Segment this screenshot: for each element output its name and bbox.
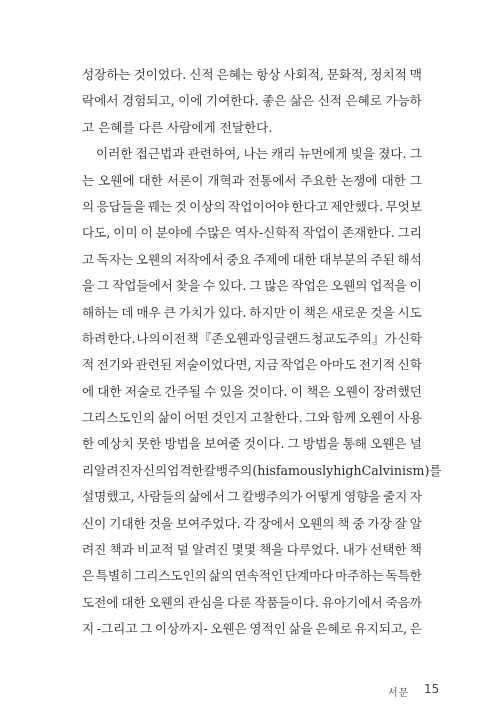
word: 대한 xyxy=(121,594,146,610)
word: 장려했던 xyxy=(373,383,422,399)
word: 유지되고, xyxy=(354,621,408,637)
word: 있을 xyxy=(219,383,244,399)
word: 잉글랜드 xyxy=(261,330,311,346)
word: 가능하 xyxy=(385,93,422,109)
word: 이 xyxy=(409,278,422,294)
text-line xyxy=(82,194,422,220)
word: famously xyxy=(275,462,334,478)
text-line xyxy=(82,484,422,510)
word: 알려진 xyxy=(192,542,229,558)
word: 장에서 xyxy=(258,515,296,531)
word: 중 xyxy=(352,515,365,531)
text-line xyxy=(82,273,422,299)
word: 이미 xyxy=(113,225,138,241)
word: 것을 xyxy=(148,515,173,531)
word: 못한 xyxy=(137,436,162,452)
word: 죽음까 xyxy=(385,594,422,610)
word: 작품들이다. xyxy=(254,594,320,610)
text-line xyxy=(82,115,422,141)
word: 이에 xyxy=(178,93,203,109)
text-line xyxy=(82,326,422,352)
text-line xyxy=(82,511,422,537)
text-line xyxy=(82,62,422,88)
word: 다도, xyxy=(82,225,111,241)
word: 전기적 xyxy=(358,357,396,373)
word: 관련하여, xyxy=(187,146,241,162)
word: 저술이었다면, xyxy=(174,357,252,373)
word: 그 xyxy=(409,172,422,188)
word: 역사-신학적 xyxy=(234,225,300,241)
word: 칼뱅주의(his xyxy=(203,462,276,478)
word: 수 xyxy=(203,278,216,294)
word: 경험되고, xyxy=(121,93,175,109)
word: 관심을 xyxy=(187,594,225,610)
word: 보여줄 xyxy=(204,436,241,452)
word: 그 xyxy=(140,621,153,637)
text-line xyxy=(82,247,422,273)
word: 주된 xyxy=(370,251,395,267)
word: 이전 xyxy=(161,330,186,346)
word: 제안했다. xyxy=(330,198,384,214)
word: 락에서 xyxy=(82,93,119,109)
word: 독특한 xyxy=(385,568,422,584)
word: 지금 xyxy=(253,357,279,373)
word: 저작에서 xyxy=(175,251,224,267)
word: 각 xyxy=(243,515,256,531)
word: 주요한 xyxy=(300,172,337,188)
word: 이 xyxy=(140,225,153,241)
word: 가장 xyxy=(367,515,392,531)
word: 데 xyxy=(121,304,134,320)
word: 기대한 xyxy=(109,515,146,531)
word: 주제에 xyxy=(253,251,290,267)
text-line xyxy=(82,379,422,405)
word: 잘 xyxy=(394,515,407,531)
word: 다룬 xyxy=(227,594,252,610)
word: 것을 xyxy=(370,304,395,320)
word: 작업은 xyxy=(291,278,329,294)
word: 찾을 xyxy=(175,278,201,294)
word: 알려진 xyxy=(94,462,131,478)
word: 통해 xyxy=(342,436,367,452)
word: 유아기에서 xyxy=(321,594,383,610)
word: 것인지 xyxy=(211,410,248,426)
word: 오웬의 xyxy=(297,515,335,531)
text-line xyxy=(82,458,442,484)
word: 전통에서 xyxy=(247,172,297,188)
word: 응답들을 xyxy=(96,198,146,214)
page-footer xyxy=(380,682,462,700)
word: 대한 xyxy=(292,251,317,267)
word: 관련된 xyxy=(135,357,173,373)
word: 서론이 xyxy=(166,172,204,188)
word: 간주될 xyxy=(164,383,202,399)
text-line xyxy=(82,141,422,167)
word: 전기와 xyxy=(96,357,134,373)
word: 책 xyxy=(409,542,422,558)
word: 삶은 xyxy=(289,93,315,109)
text-line xyxy=(82,220,422,246)
word: 의 xyxy=(82,198,95,214)
word: 신학 xyxy=(397,330,422,346)
word: 어떤 xyxy=(184,410,209,426)
text-line xyxy=(82,352,422,378)
word: 작업들에서 xyxy=(112,278,173,294)
word: 오웬과 xyxy=(224,330,261,346)
word: 삶의 xyxy=(208,568,233,584)
word: 그 xyxy=(287,436,300,452)
word: 적 xyxy=(82,357,95,373)
word: 줄지 xyxy=(383,489,408,505)
word: 려진 xyxy=(82,542,107,558)
word: high xyxy=(333,462,362,478)
word: 책『존 xyxy=(186,330,224,346)
word: 대한 xyxy=(381,172,406,188)
word: 작업은 xyxy=(280,357,318,373)
word: 매우 xyxy=(136,304,161,320)
word: 문화적, xyxy=(326,67,368,82)
word: 방법을 xyxy=(302,436,340,452)
text-line xyxy=(82,431,422,457)
word: 그 xyxy=(249,278,262,294)
text-line xyxy=(82,88,422,114)
word: 보여주었다. xyxy=(175,515,241,531)
word: 논쟁에 xyxy=(340,172,378,188)
word: 칼뱅주의가 xyxy=(241,489,303,505)
word: 오웬의 xyxy=(330,278,368,294)
word: 큰 xyxy=(163,304,176,320)
word: 나는 xyxy=(243,146,268,162)
word: 설명했고, xyxy=(82,489,135,505)
text-line xyxy=(82,590,422,616)
word: 오웬의 xyxy=(135,251,173,267)
word: 비교적 xyxy=(137,542,174,558)
word: 있다. xyxy=(218,304,247,320)
word: 그리 xyxy=(397,225,422,241)
word: 내가 xyxy=(342,542,367,558)
word: 뉴먼에게 xyxy=(298,146,348,162)
word: 은혜로 xyxy=(315,621,352,637)
word: 아마도 xyxy=(319,357,357,373)
word: 방법을 xyxy=(164,436,202,452)
word: 나의 xyxy=(136,330,161,346)
word: 새로운 xyxy=(330,304,368,320)
word: 수많은 xyxy=(195,225,232,241)
word: 삶에서 xyxy=(188,489,225,505)
word: 삶이 xyxy=(157,410,182,426)
word: 신적 xyxy=(317,93,343,109)
word: 대부분의 xyxy=(319,251,368,267)
word: 독자는 xyxy=(96,251,134,267)
word: 은혜는 xyxy=(216,67,254,82)
word: 삶을 xyxy=(288,621,313,637)
word: 다루었다. xyxy=(286,542,340,558)
word: 하지만 xyxy=(249,304,286,320)
word: 접근법과 xyxy=(135,146,185,162)
word: 많은 xyxy=(264,278,289,294)
word: 이 xyxy=(290,383,303,399)
word: 오웬의 xyxy=(148,594,185,610)
word: 함께 xyxy=(331,410,357,426)
word: 그 xyxy=(409,146,422,162)
word: 그와 xyxy=(305,410,330,426)
word: 고찰한다. xyxy=(249,410,303,426)
word: 작업이 xyxy=(302,225,340,241)
word: 알 xyxy=(409,515,422,531)
word: 오웬이 xyxy=(333,383,371,399)
text-line xyxy=(82,168,422,194)
word: 해하는 xyxy=(82,304,119,320)
word: -그리고 xyxy=(96,621,138,637)
word: 단계마다 xyxy=(284,568,334,584)
word: 이러한 xyxy=(96,146,133,162)
word: Calvinism)를 xyxy=(361,462,442,478)
word: 은혜로 xyxy=(345,93,382,109)
word: 대한 xyxy=(97,383,122,399)
word: 것이었다. xyxy=(133,67,187,82)
word: 고 xyxy=(82,251,95,267)
word: 영적인 xyxy=(249,621,286,637)
word: 그리스도인의 xyxy=(133,568,207,584)
text-run: 고 은혜를 다른 사람에게 전달한다. xyxy=(82,119,273,135)
word: 해석 xyxy=(397,251,422,267)
word: 오웬은 xyxy=(210,621,247,637)
word: 이상의 xyxy=(189,198,226,214)
word: 정치적 xyxy=(370,67,407,82)
word: 널 xyxy=(409,436,422,452)
word: 중요 xyxy=(226,251,251,267)
word: 자신의 xyxy=(130,462,168,478)
word: 분야에 xyxy=(155,225,193,241)
word: 도전에 xyxy=(82,594,119,610)
page-number: 15 xyxy=(424,682,440,696)
word: 오웬이 xyxy=(358,410,396,426)
word: 항상 xyxy=(256,67,281,82)
word: 그 xyxy=(97,278,110,294)
word: 마주하는 xyxy=(335,568,384,584)
word: 영향을 xyxy=(344,489,381,505)
word: 책 xyxy=(337,515,350,531)
text-line xyxy=(82,537,422,563)
word: 캐리 xyxy=(271,146,296,162)
word: 신적 xyxy=(189,67,214,82)
word: 졌다. xyxy=(378,146,407,162)
text-line xyxy=(82,563,422,589)
word: 에 xyxy=(82,383,95,399)
word: 지 xyxy=(82,621,95,637)
word: 그리스도인의 xyxy=(82,410,155,426)
word: 있다. xyxy=(218,278,247,294)
word: 작업이어야 xyxy=(228,198,289,214)
word: 리 xyxy=(82,462,95,478)
word: 신이 xyxy=(82,515,107,531)
word: 것이다. xyxy=(247,383,288,399)
word: 한 xyxy=(82,436,95,452)
word: 책은 xyxy=(306,383,331,399)
word: 을 xyxy=(82,278,95,294)
word: 사회적, xyxy=(283,67,324,82)
word: 수 xyxy=(204,383,217,399)
word: 선택한 xyxy=(370,542,407,558)
word: 는 xyxy=(82,172,95,188)
word: 대한 xyxy=(138,172,163,188)
word: 책과 xyxy=(109,542,134,558)
word: 엄격한 xyxy=(167,462,204,478)
text-line xyxy=(82,405,422,431)
word: 책을 xyxy=(259,542,284,558)
word: 빚을 xyxy=(350,146,375,162)
word: 한다. xyxy=(107,330,136,346)
word: 기여한다. xyxy=(205,93,259,109)
text-line xyxy=(82,300,422,326)
word: 가치가 xyxy=(178,304,216,320)
word: 사용 xyxy=(397,410,422,426)
word: 사람들의 xyxy=(137,489,186,505)
word: 하려 xyxy=(82,330,107,346)
word: 오웬에 xyxy=(98,172,135,188)
word: 오웬은 xyxy=(370,436,407,452)
word: 한다고 xyxy=(291,198,328,214)
word: 성장하는 xyxy=(82,67,131,82)
word: 무엇보 xyxy=(385,198,422,214)
word: 존재한다. xyxy=(342,225,395,241)
text-line xyxy=(82,616,422,642)
word: 몇몇 xyxy=(231,542,257,558)
word: 특별히 xyxy=(95,568,133,584)
word: 업적을 xyxy=(370,278,407,294)
word: 저술로 xyxy=(124,383,162,399)
word: 자 xyxy=(409,489,422,505)
word: 개혁과 xyxy=(207,172,244,188)
word: 어떻게 xyxy=(305,489,342,505)
word: 시도 xyxy=(397,304,422,320)
word: 것이다. xyxy=(243,436,285,452)
word: 책은 xyxy=(303,304,329,320)
word: 이상까지- xyxy=(154,621,208,637)
word: 은 xyxy=(409,621,422,637)
word: 청교도주의』가 xyxy=(311,330,397,346)
word: 신학 xyxy=(397,357,422,373)
word: 예상치 xyxy=(97,436,134,452)
word: 연속적인 xyxy=(234,568,284,584)
word: 맥 xyxy=(409,67,422,82)
body-text xyxy=(82,62,442,643)
word: 좋은 xyxy=(262,93,287,109)
word: 것 xyxy=(174,198,187,214)
word: 이 xyxy=(288,304,301,320)
word: 그 xyxy=(227,489,240,505)
running-head: 서문 xyxy=(388,688,410,699)
word: 꿰는 xyxy=(147,198,173,214)
word: 은 xyxy=(82,568,95,584)
word: 덜 xyxy=(176,542,189,558)
